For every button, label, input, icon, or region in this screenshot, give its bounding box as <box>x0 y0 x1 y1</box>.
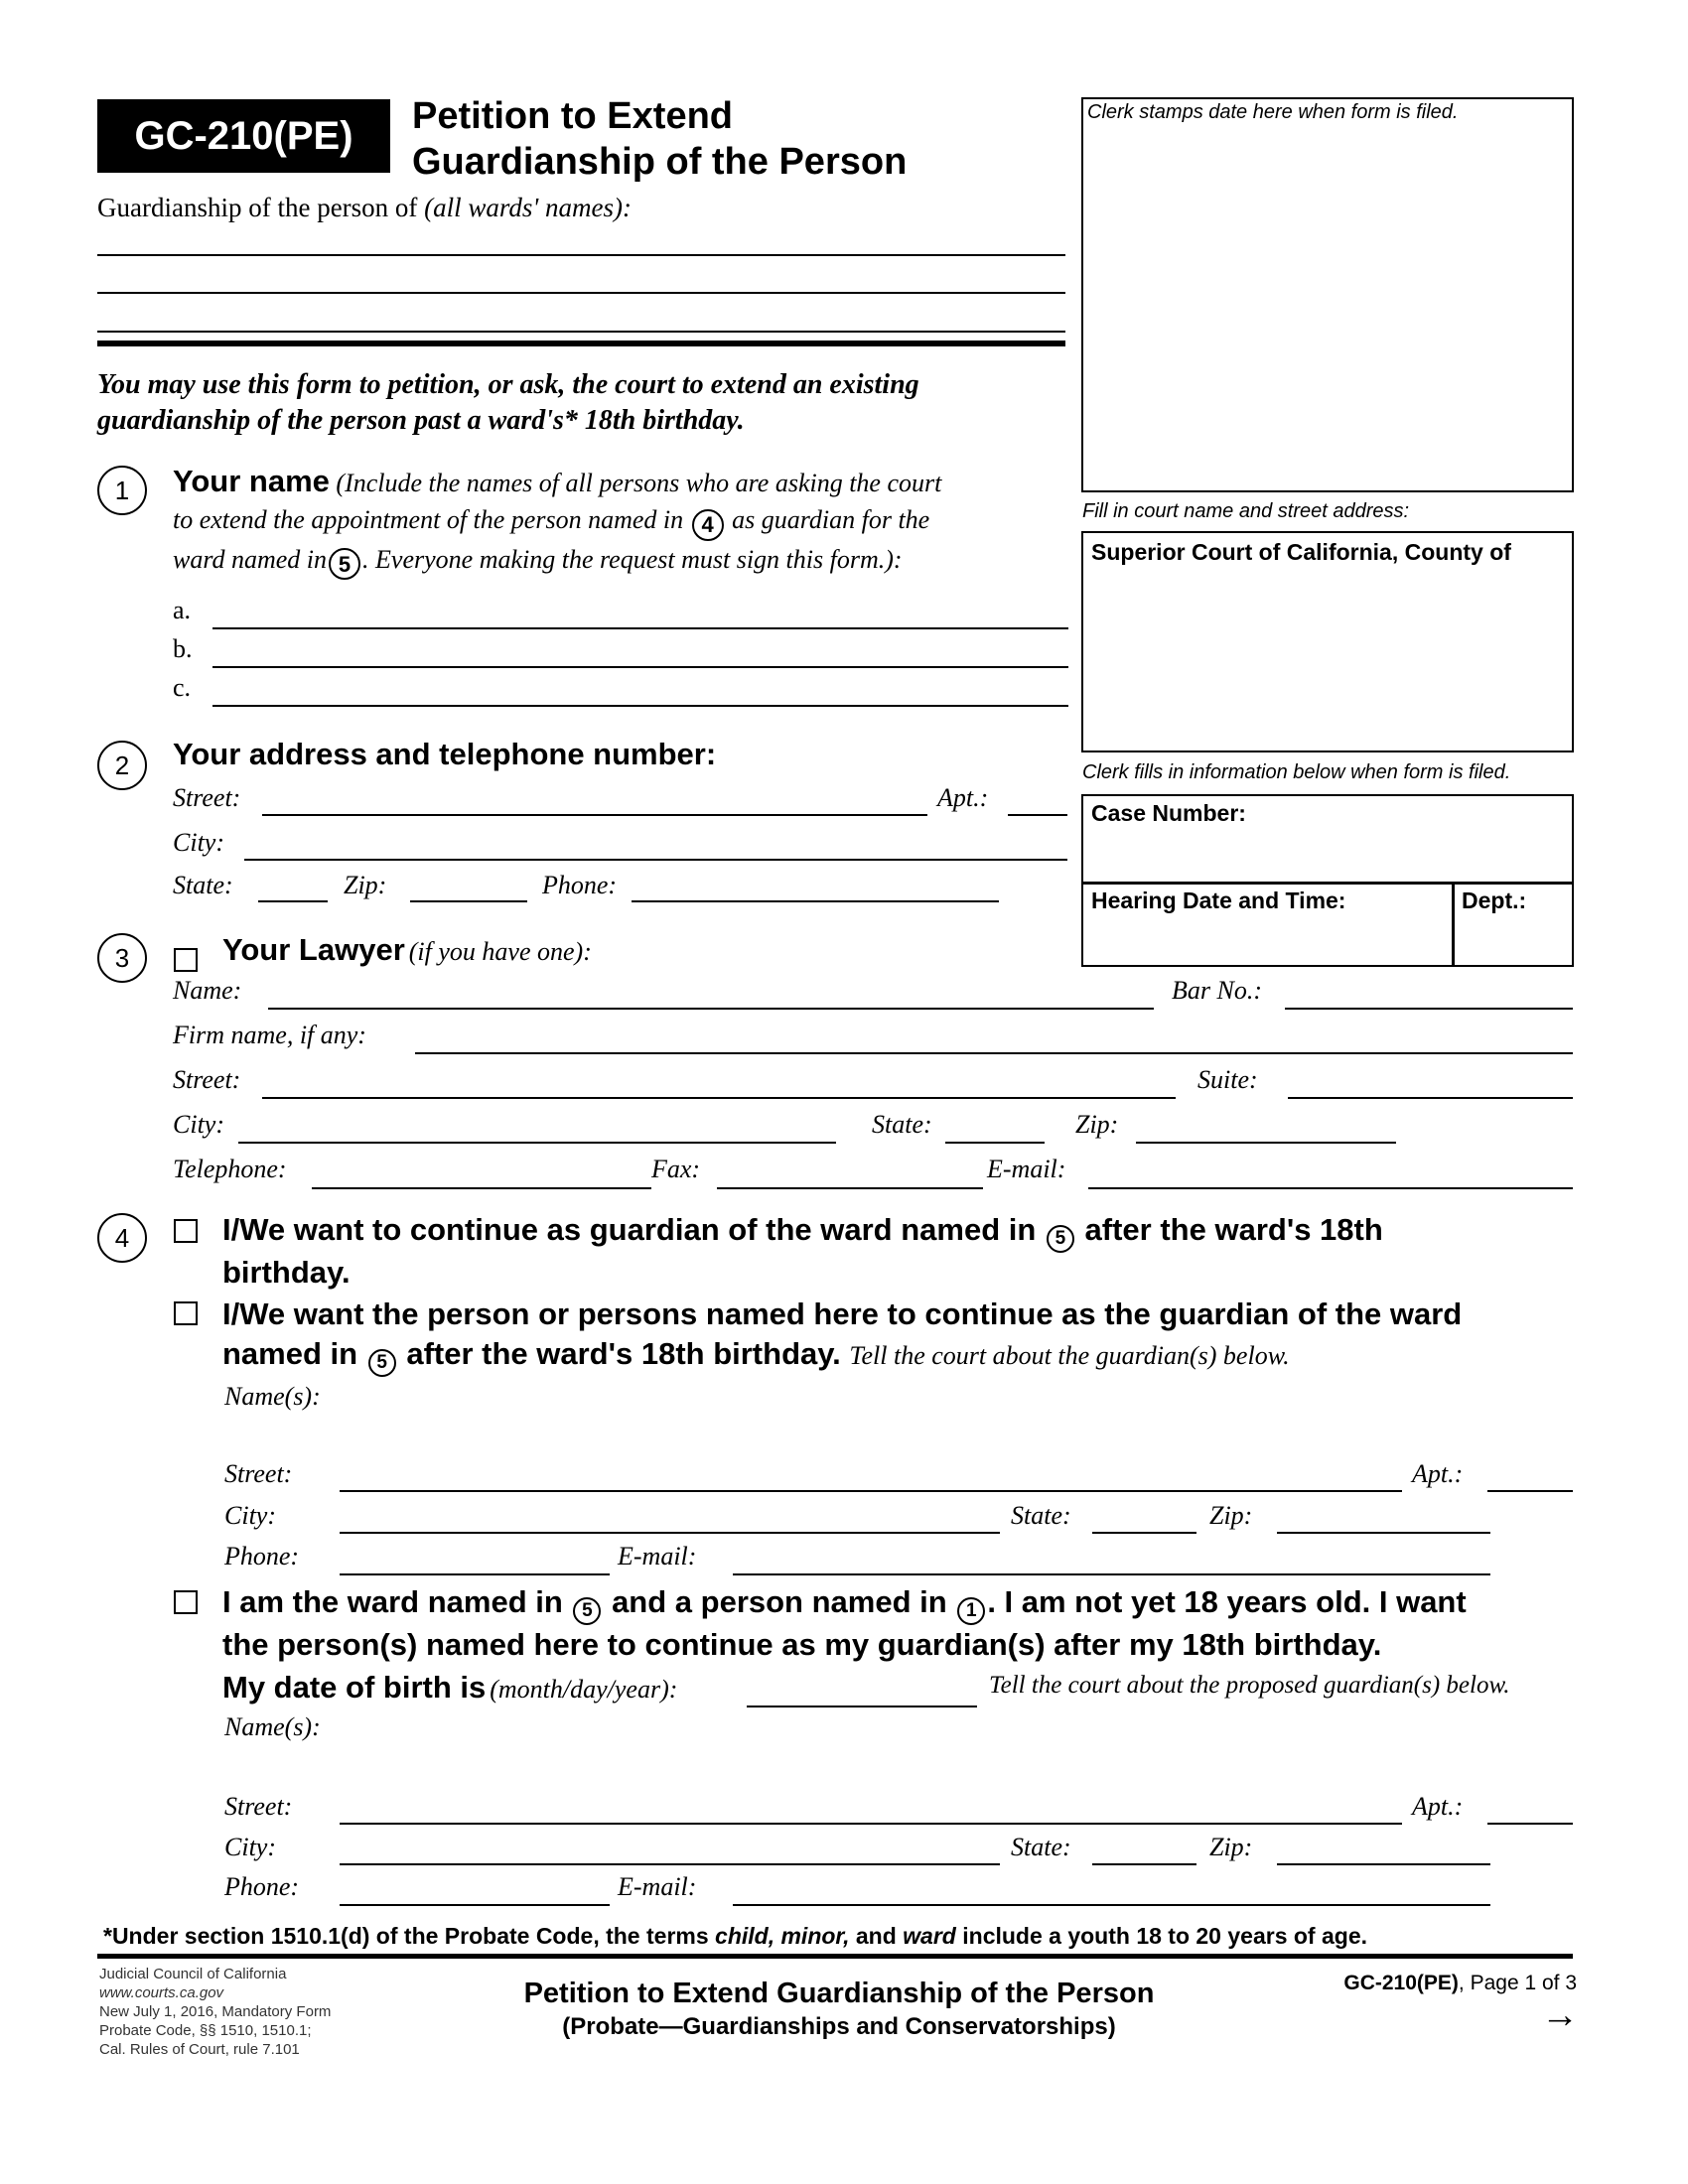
continue-as-guardian-checkbox[interactable] <box>174 1219 198 1243</box>
header-divider <box>97 341 1065 346</box>
proposed-guardian-names-label: Name(s): <box>224 1712 321 1741</box>
lawyer-zip-label: Zip: <box>1075 1110 1119 1139</box>
guardian-email-label: E-mail: <box>618 1542 697 1570</box>
section-1-number: 1 <box>97 466 147 515</box>
case-number-box: Case Number: <box>1081 794 1574 885</box>
section-4-number: 4 <box>97 1213 147 1263</box>
name-row-b-field[interactable] <box>212 666 1068 668</box>
city-label: City: <box>173 828 224 857</box>
bar-no-field[interactable] <box>1285 1008 1573 1010</box>
name-row-b-label: b. <box>173 634 193 663</box>
page-indicator: GC-210(PE), Page 1 of 3 <box>1343 1972 1577 1994</box>
lawyer-state-field[interactable] <box>945 1142 1045 1144</box>
option-continue-as-guardian: I/We want to continue as guardian of the ward named in 5 after the ward's 18th birthday. <box>222 1212 1383 1290</box>
form-code-badge <box>97 99 390 173</box>
phone-label: Phone: <box>542 871 618 899</box>
ref-circle-5: 5 <box>1047 1225 1074 1253</box>
footer-left: Judicial Council of California www.courts.ca.gov New July 1, 2016, Mandatory Form Probate Code, §§ 1510, 1510.1; Cal. Rules of Court, rule 7.101 <box>99 1966 332 2058</box>
court-label: Fill in court name and street address: <box>1082 500 1410 522</box>
dob-label: My date of birth is (month/day/year): <box>222 1670 678 1705</box>
proposed-state-label: State: <box>1011 1833 1071 1861</box>
lawyer-zip-field[interactable] <box>1136 1142 1396 1144</box>
ref-circle-5: 5 <box>329 548 360 580</box>
clerk-stamp-box: Clerk stamps date here when form is filed. <box>1081 97 1574 492</box>
telephone-field[interactable] <box>312 1187 651 1189</box>
guardian-street-field[interactable] <box>340 1490 1402 1492</box>
proposed-zip-field[interactable] <box>1277 1863 1490 1865</box>
firm-field[interactable] <box>415 1052 1573 1054</box>
proposed-street-label: Street: <box>224 1792 293 1821</box>
section-2-number: 2 <box>97 741 147 790</box>
lawyer-name-field[interactable] <box>268 1008 1154 1010</box>
clerk-fills-label: Clerk fills in information below when form is filed. <box>1082 761 1511 783</box>
guardian-street-label: Street: <box>224 1459 293 1488</box>
lawyer-name-label: Name: <box>173 976 242 1005</box>
guardian-email-field[interactable] <box>733 1573 1490 1575</box>
proposed-apt-field[interactable] <box>1487 1823 1573 1825</box>
dob-field[interactable] <box>747 1706 977 1707</box>
proposed-guardian-note: Tell the court about the proposed guardian(s) below. <box>989 1672 1510 1699</box>
section-1-heading: Your name (Include the names of all persons who are asking the court to extend the appointment of the person named in 4 as guardian for the ward named in 5 . Everyone making the request must sign this form.): <box>173 463 1071 580</box>
court-name-box[interactable]: Superior Court of California, County of <box>1081 531 1574 752</box>
guardian-zip-field[interactable] <box>1277 1532 1490 1534</box>
lawyer-city-label: City: <box>173 1110 224 1139</box>
lawyer-email-label: E-mail: <box>987 1155 1066 1183</box>
apt-label: Apt.: <box>937 783 989 812</box>
fax-field[interactable] <box>717 1187 983 1189</box>
dept-box: Dept.: <box>1452 882 1574 967</box>
proposed-street-field[interactable] <box>340 1823 1402 1825</box>
guardian-phone-label: Phone: <box>224 1542 300 1570</box>
ward-request-checkbox[interactable] <box>174 1590 198 1614</box>
zip-field[interactable] <box>410 900 527 902</box>
guardian-phone-field[interactable] <box>340 1573 610 1575</box>
guardian-city-label: City: <box>224 1501 276 1530</box>
proposed-city-label: City: <box>224 1833 276 1861</box>
city-field[interactable] <box>244 859 1067 861</box>
form-code: GC-210(PE) <box>134 113 353 158</box>
option-ward-request: I am the ward named in 5 and a person named in 1 . I am not yet 18 years old. I want the person(s) named here to continue as my guardian(s) after my 18th birthday. <box>222 1584 1467 1662</box>
guardian-names-label: Name(s): <box>224 1382 321 1411</box>
proposed-email-label: E-mail: <box>618 1872 697 1901</box>
wards-label: Guardianship of the person of (all wards' names): <box>97 193 632 222</box>
name-row-a-field[interactable] <box>212 627 1068 629</box>
guardian-state-field[interactable] <box>1092 1532 1196 1534</box>
lawyer-street-field[interactable] <box>262 1097 1176 1099</box>
ward-name-line-1[interactable] <box>97 254 1065 256</box>
ref-circle-5: 5 <box>573 1597 601 1625</box>
section-2-heading: Your address and telephone number: <box>173 737 717 771</box>
guardian-city-field[interactable] <box>340 1532 1000 1534</box>
other-guardian-checkbox[interactable] <box>174 1301 198 1325</box>
proposed-phone-label: Phone: <box>224 1872 300 1901</box>
guardian-state-label: State: <box>1011 1501 1071 1530</box>
bar-no-label: Bar No.: <box>1172 976 1262 1005</box>
footer-title: Petition to Extend Guardianship of the Person (Probate—Guardianships and Conservatorships) <box>523 1978 1155 2040</box>
suite-field[interactable] <box>1288 1097 1573 1099</box>
apt-field[interactable] <box>1008 814 1067 816</box>
proposed-apt-label: Apt.: <box>1412 1792 1464 1821</box>
footer-rule <box>97 1954 1573 1959</box>
street-label: Street: <box>173 783 241 812</box>
phone-field[interactable] <box>632 900 999 902</box>
fax-label: Fax: <box>651 1155 701 1183</box>
proposed-email-field[interactable] <box>733 1904 1490 1906</box>
guardian-apt-label: Apt.: <box>1412 1459 1464 1488</box>
form-title: Petition to Extend Guardianship of the Person <box>412 95 908 183</box>
ward-name-line-2[interactable] <box>97 292 1065 294</box>
name-row-a-label: a. <box>173 596 192 624</box>
footnote: *Under section 1510.1(d) of the Probate Code, the terms child, minor, and ward include a youth 18 to 20 years of age. <box>103 1923 1367 1949</box>
lawyer-city-field[interactable] <box>238 1142 836 1144</box>
lawyer-state-label: State: <box>872 1110 932 1139</box>
section-3-number: 3 <box>97 933 147 983</box>
name-row-c-label: c. <box>173 673 192 702</box>
telephone-label: Telephone: <box>173 1155 287 1183</box>
name-row-c-field[interactable] <box>212 705 1068 707</box>
street-field[interactable] <box>262 814 927 816</box>
hearing-box: Hearing Date and Time: <box>1081 882 1455 967</box>
guardian-zip-label: Zip: <box>1209 1501 1253 1530</box>
guardian-apt-field[interactable] <box>1487 1490 1573 1492</box>
proposed-city-field[interactable] <box>340 1863 1000 1865</box>
lawyer-street-label: Street: <box>173 1065 241 1094</box>
option-other-guardian: I/We want the person or persons named here to continue as the guardian of the ward named in 5 after the ward's 18th birthday. Tell the court about the guardian(s) below. <box>222 1295 1462 1377</box>
proposed-zip-label: Zip: <box>1209 1833 1253 1861</box>
proposed-phone-field[interactable] <box>340 1904 610 1906</box>
lawyer-email-field[interactable] <box>1088 1187 1573 1189</box>
zip-label: Zip: <box>344 871 387 899</box>
firm-label: Firm name, if any: <box>173 1021 366 1049</box>
intro-text: You may use this form to petition, or ask, the court to extend an existing guardianship of the person past a ward's* 18th birthday. <box>97 369 919 436</box>
section-3-heading: Your Lawyer (if you have one): <box>222 932 592 967</box>
lawyer-checkbox[interactable] <box>174 948 198 972</box>
next-page-arrow-icon[interactable]: → <box>1541 1994 1579 2036</box>
state-field[interactable] <box>258 900 328 902</box>
ref-circle-4: 4 <box>692 509 724 541</box>
ref-circle-5: 5 <box>368 1349 396 1377</box>
proposed-state-field[interactable] <box>1092 1863 1196 1865</box>
ref-circle-1: 1 <box>957 1597 985 1625</box>
suite-label: Suite: <box>1197 1065 1258 1094</box>
state-label: State: <box>173 871 233 899</box>
ward-name-line-3[interactable] <box>97 331 1065 333</box>
